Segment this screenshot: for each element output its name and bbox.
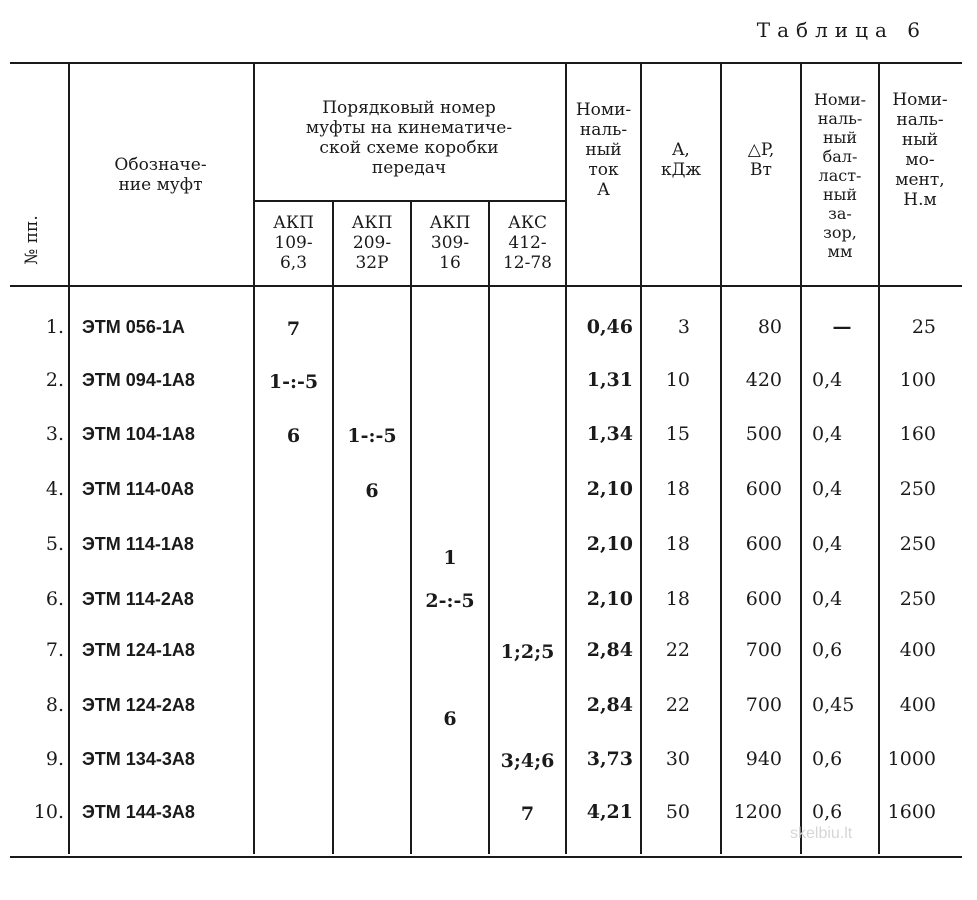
energy-value: 22 bbox=[665, 694, 690, 716]
row-number: 2. bbox=[45, 369, 64, 391]
coupling-designation: ЭТМ 056-1А bbox=[82, 317, 185, 337]
power-loss-value: 940 bbox=[745, 748, 782, 770]
ballast-gap-value: 0,6 bbox=[812, 748, 843, 770]
header-gearbox-1: АКП 109- 6,3 bbox=[273, 213, 314, 273]
ballast-gap-value: 0,4 bbox=[812, 423, 843, 445]
row-number: 5. bbox=[45, 533, 64, 555]
coupling-designation: ЭТМ 124-1А8 bbox=[82, 640, 195, 660]
energy-value: 18 bbox=[665, 478, 690, 500]
power-loss-value: 420 bbox=[745, 369, 782, 391]
ballast-gap-value: 0,45 bbox=[812, 694, 855, 716]
power-loss-value: 700 bbox=[745, 694, 782, 716]
gearbox-ordinal: 1-:-5 bbox=[347, 425, 397, 447]
rated-moment-value: 250 bbox=[899, 533, 936, 555]
row-number: 9. bbox=[45, 748, 64, 770]
power-loss-value: 700 bbox=[745, 639, 782, 661]
gearbox-ordinal: 7 bbox=[286, 318, 301, 340]
top-rule bbox=[10, 62, 962, 64]
power-loss-value: 600 bbox=[745, 478, 782, 500]
rated-moment-value: 100 bbox=[899, 369, 936, 391]
header-rated-current: Номи- наль- ный ток A bbox=[575, 100, 632, 200]
gearbox-ordinal: 6 bbox=[365, 480, 379, 502]
row-number: 7. bbox=[45, 639, 64, 661]
gearbox-ordinal: 1;2;5 bbox=[500, 641, 555, 663]
rated-current: 2,10 bbox=[586, 588, 633, 610]
group-subrule bbox=[253, 200, 565, 202]
table-caption: Таблица 6 bbox=[756, 18, 927, 42]
row-number: 1. bbox=[45, 316, 64, 338]
row-number: 6. bbox=[45, 588, 64, 610]
gearbox-ordinal: 1 bbox=[443, 547, 457, 569]
rated-current: 1,34 bbox=[586, 423, 633, 445]
rated-current: 2,10 bbox=[586, 533, 633, 555]
rated-current: 4,21 bbox=[586, 801, 633, 823]
gearbox-ordinal: 2-:-5 bbox=[425, 590, 475, 612]
rated-moment-value: 25 bbox=[911, 316, 936, 338]
ballast-gap-value: — bbox=[832, 316, 852, 338]
gearbox-ordinal: 3;4;6 bbox=[500, 750, 555, 772]
coupling-designation: ЭТМ 144-3А8 bbox=[82, 802, 195, 822]
power-loss-value: 600 bbox=[745, 533, 782, 555]
ballast-gap-value: 0,6 bbox=[812, 801, 843, 823]
energy-value: 18 bbox=[665, 588, 690, 610]
ballast-gap-value: 0,4 bbox=[812, 588, 843, 610]
ballast-gap-value: 0,4 bbox=[812, 478, 843, 500]
energy-value: 30 bbox=[665, 748, 690, 770]
coupling-designation: ЭТМ 104-1А8 bbox=[82, 424, 195, 444]
ballast-gap-value: 0,6 bbox=[812, 639, 843, 661]
energy-value: 10 bbox=[665, 369, 690, 391]
header-ballast-gap: Номи- наль- ный бал- ласт- ный за- зор, мм bbox=[813, 89, 867, 261]
header-rated-moment: Номи- наль- ный мо- мент, Н.м bbox=[892, 90, 948, 210]
gearbox-ordinal: 6 bbox=[286, 425, 301, 447]
rated-moment-value: 1600 bbox=[887, 801, 936, 823]
rated-moment-value: 250 bbox=[899, 588, 936, 610]
rated-current: 2,84 bbox=[586, 639, 633, 661]
rated-moment-value: 250 bbox=[899, 478, 936, 500]
row-number: 8. bbox=[45, 694, 64, 716]
rated-moment-value: 400 bbox=[899, 694, 936, 716]
ballast-gap-value: 0,4 bbox=[812, 369, 843, 391]
coupling-designation: ЭТМ 094-1А8 bbox=[82, 370, 195, 390]
gearbox-ordinal: 6 bbox=[443, 708, 457, 730]
energy-value: 18 bbox=[665, 533, 690, 555]
rated-current: 3,73 bbox=[586, 748, 633, 770]
coupling-designation: ЭТМ 114-0А8 bbox=[82, 479, 194, 499]
header-power-loss: △P, Вт bbox=[747, 140, 775, 180]
watermark-text: skelbiu.lt bbox=[790, 825, 853, 842]
power-loss-value: 500 bbox=[745, 423, 782, 445]
energy-value: 15 bbox=[665, 423, 690, 445]
energy-value: 50 bbox=[665, 801, 690, 823]
energy-value: 22 bbox=[665, 639, 690, 661]
bottom-rule bbox=[10, 856, 962, 858]
rated-current: 1,31 bbox=[586, 369, 633, 391]
header-gearbox-3: АКП 309- 16 bbox=[429, 213, 471, 273]
coupling-designation: ЭТМ 134-3А8 bbox=[82, 749, 195, 769]
header-energy: A, кДж bbox=[660, 140, 702, 180]
energy-value: 3 bbox=[677, 316, 690, 338]
power-loss-value: 80 bbox=[757, 316, 782, 338]
col-divider bbox=[410, 202, 412, 854]
header-gearbox-4: АКС 412- 12-78 bbox=[502, 213, 552, 273]
row-number: 3. bbox=[45, 423, 64, 445]
rated-current: 0,46 bbox=[586, 316, 633, 338]
coupling-designation: ЭТМ 114-1А8 bbox=[82, 534, 194, 554]
rated-moment-value: 400 bbox=[899, 639, 936, 661]
rated-moment-value: 1000 bbox=[887, 748, 936, 770]
header-designation: Обозначе- ние муфт bbox=[114, 155, 207, 195]
coupling-designation: ЭТМ 124-2А8 bbox=[82, 695, 195, 715]
header-bottom-rule bbox=[10, 285, 962, 287]
gearbox-ordinal: 1-:-5 bbox=[268, 371, 319, 393]
power-loss-value: 1200 bbox=[733, 801, 782, 823]
coupling-designation: ЭТМ 114-2А8 bbox=[82, 589, 194, 609]
power-loss-value: 600 bbox=[745, 588, 782, 610]
rated-current: 2,84 bbox=[586, 694, 633, 716]
ballast-gap-value: 0,4 bbox=[812, 533, 843, 555]
header-row-number: № пп. bbox=[22, 215, 42, 265]
row-number: 10. bbox=[33, 801, 64, 823]
row-number: 4. bbox=[45, 478, 64, 500]
header-ordinal-group: Порядковый номер муфты на кинематиче- ской схеме коробки передач bbox=[305, 98, 513, 178]
header-gearbox-2: АКП 209- 32Р bbox=[351, 213, 393, 273]
rated-current: 2,10 bbox=[586, 478, 633, 500]
rated-moment-value: 160 bbox=[899, 423, 936, 445]
gearbox-ordinal: 7 bbox=[520, 803, 535, 825]
col-divider bbox=[332, 202, 334, 854]
